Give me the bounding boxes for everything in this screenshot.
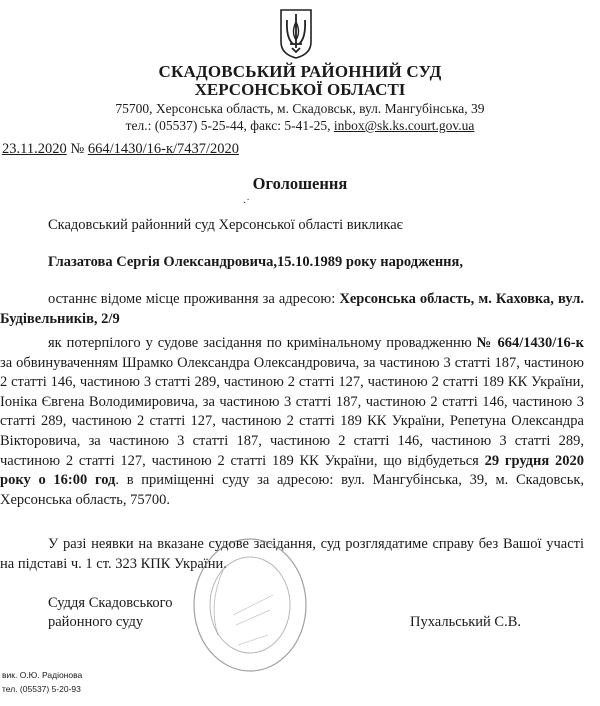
ink-marks: ·˙ <box>243 198 250 209</box>
warning-text: У разі неявки на вказане судове засідання, суд розглядатиме справу без Вашої участі на підставі ч. 1 ст. 323 КПК України. <box>0 536 584 572</box>
reference-separator: № <box>66 141 88 157</box>
reference-number: 664/1430/16-к/7437/2020 <box>87 141 240 157</box>
case-text-3: . в приміщенні суду за адресою: вул. Мангубінська, 39, м. Скадовськ, Херсонська область, 75700. <box>0 472 585 508</box>
email-link[interactable]: inbox@sk.ks.court.gov.ua <box>333 118 475 133</box>
phone-fax-text: тел.: (05537) 5-25-44, факс: 5-41-25, <box>125 118 334 133</box>
case-paragraph <box>0 334 584 510</box>
case-text-1: як потерпілого у судове засідання по кримінальному провадженню <box>48 335 477 351</box>
case-text-2: за обвинуваченням Шрамко Олександра Олександровича, за частиною 3 статті 187, частиною 2 статті 146, частиною 3 статті 289, частиною 2 статті 127, частиною 2 статті 189 КК України, Іоніка Євгена Володимировича, за частиною 3 статті 187, частиною 2 статті 146, частиною 3 статті 289, частиною 2 статті 127, частиною 2 статті 189 КК України, Репетуна Олександра Вікторовича, за частиною 3 статті 187, частиною 2 статті 146, частиною 3 статті 289, частиною 2 статті 127, частиною 2 статті 189 КК України, що відбудеться <box>0 354 584 469</box>
executor-phone: тел. (05537) 5-20-93 <box>2 684 81 694</box>
reference-date: 23.11.2020 <box>2 141 67 157</box>
residence-label: останнє відоме місце проживання за адресою: <box>48 291 340 307</box>
court-contacts <box>0 118 600 134</box>
reference-line <box>2 141 239 158</box>
judge-position-line2: районного суду <box>48 614 144 630</box>
executor-note: вик. О.Ю. Радіонова <box>2 670 83 680</box>
judge-name: Пухальський С.В. <box>410 614 522 630</box>
court-round-seal <box>178 525 308 675</box>
document-title: Оголошення <box>252 174 348 193</box>
case-number: № 664/1430/16-к <box>476 335 584 351</box>
judge-position-line1: Суддя Скадовського <box>48 595 173 611</box>
court-name: СКАДОВСЬКИЙ РАЙОННИЙ СУД <box>158 62 442 81</box>
residence-paragraph <box>0 290 584 329</box>
court-address: 75700, Херсонська область, м. Скадовськ, вул. Мангубінська, 39 <box>115 101 485 116</box>
tryzub-coat-of-arms-icon <box>279 8 313 60</box>
residence-address: Херсонська область, м. Каховка, вул. Будівельників, 2/9 <box>0 291 584 327</box>
court-region: ХЕРСОНСЬКОЇ ОБЛАСТІ <box>194 80 406 99</box>
intro-text: Скадовський районний суд Херсонської області викликає <box>48 217 403 233</box>
hearing-datetime: 29 грудня 2020 року о 16:00 год <box>0 452 584 489</box>
summoned-person: Глазатова Сергія Олександровича,15.10.1989 року народження, <box>48 254 464 270</box>
